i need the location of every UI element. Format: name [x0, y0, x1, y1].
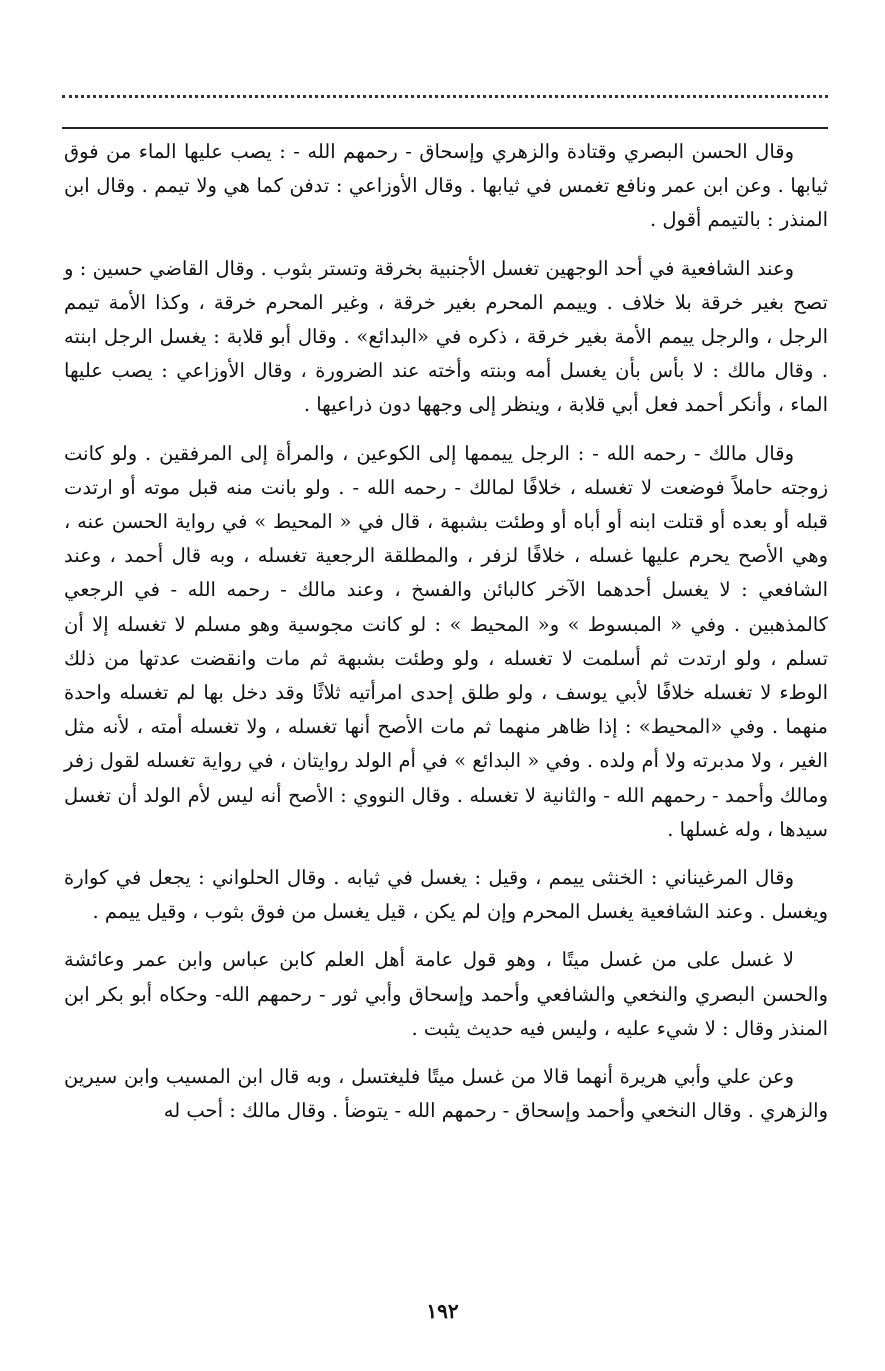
paragraph-6: وعن علي وأبي هريرة أنهما قالا من غسل ميتًا فليغتسل ، وبه قال ابن المسيب وابن سيرين والزهري . وقال النخعي وأحمد وإسحاق - رحمهم الله - يتوضأ . وقال مالك : أحب له — [64, 1065, 828, 1123]
header-rule — [62, 127, 828, 129]
paragraph-5: لا غسل على من غسل ميتًا ، وهو قول عامة أهل العلم كابن عباس وابن عمر وعائشة والحسن البصري والنخعي والشافعي وأحمد وإسحاق وأبي ثور - رحمهم الله- وحكاه أبو بكر ابن المنذر وقال : لا شيء عليه ، وليس فيه حديث يثبت . — [64, 948, 828, 1040]
paragraph-2: وعند الشافعية في أحد الوجهين تغسل الأجنبية بخرقة وتستر بثوب . وقال القاضي حسين : و تصح بغير خرقة بلا خلاف . وييمم المحرم بغير خرقة ، وغير المحرم خرقة ، وكذا الأمة تيمم الرجل ، والرجل ييمم الأمة بغير خرقة ، ذكره في «البدائع» . وقال أبو قلابة : يغسل الرجل ابنته . وقال مالك : لا بأس بأن يغسل أمه وبنته وأخته عند الضرورة ، وقال الأوزاعي : يصب عليها الماء ، وأنكر أحمد فعل أبي قلابة ، وينظر إلى وجهها دون ذراعيها . — [64, 256, 828, 417]
paragraph-1: وقال الحسن البصري وقتادة والزهري وإسحاق - رحمهم الله - : يصب عليها الماء من فوق ثيابها . وعن ابن عمر ونافع تغمس في ثيابها . وقال الأوزاعي : تدفن كما هي ولا تيمم . وقال ابن المنذر : بالتيمم أقول . — [64, 140, 828, 232]
paragraph-4: وقال المرغيناني : الخنثى ييمم ، وقيل : يغسل في ثيابه . وقال الحلواني : يجعل في كوارة ويغسل . وعند الشافعية يغسل المحرم وإن لم يكن ، قيل يغسل من فوق بثوب ، وقيل ييمم . — [64, 866, 828, 924]
paragraph-3: وقال مالك - رحمه الله - : الرجل ييممها إلى الكوعين ، والمرأة إلى المرفقين . ولو كانت زوجته حاملاً فوضعت لا تغسله ، خلافًا لمالك - رحمه الله - . ولو بانت منه قبل موته أو ارتدت قبله أو بعده أو قتلت ابنه أو أباه أو وطئت بشبهة ، قال في « المحيط » في رواية الحسن عنه ، وهي الأصح يحرم عليها غسله ، خلافًا لزفر ، والمطلقة الرجعية تغسله ، وبه قال أحمد ، وعند الشافعي : لا يغسل أحدهما الآخر كالبائن والفسخ ، وعند مالك - رحمه الله - في الرجعي كالمذهبين . وفي « المبسوط » و« المحيط » : لو كانت مجوسية وهو مسلم لا تغسله إلا أن تسلم ، ولو ارتدت ثم أسلمت لا تغسله ، ولو وطئت بشبهة ثم مات وانقضت عدتها من ذلك الوطء لا تغسله خلافًا لأبي يوسف ، ولو طلق إحدى امرأتيه ثلاثًا وقد دخل بها لم تغسله واحدة منهما . وفي «المحيط» : إذا ظاهر منهما ثم مات الأصح أنها تغسله ، ولا تغسله أمته ، لأنه مثل الغير ، ولا مدبرته ولا أم ولده . وفي « البدائع » في أم الولد روايتان ، في رواية تغسله لقول زفر ومالك وأحمد - رحمهم الله - والثانية لا تغسله . وقال النووي : الأصح أنه ليس لأم الولد أن تغسل سيدها ، وله غسلها . — [64, 441, 828, 841]
dotted-header-line — [62, 78, 828, 98]
page-number: ١٩٢ — [426, 1299, 459, 1323]
page-body-text — [64, 135, 828, 1142]
